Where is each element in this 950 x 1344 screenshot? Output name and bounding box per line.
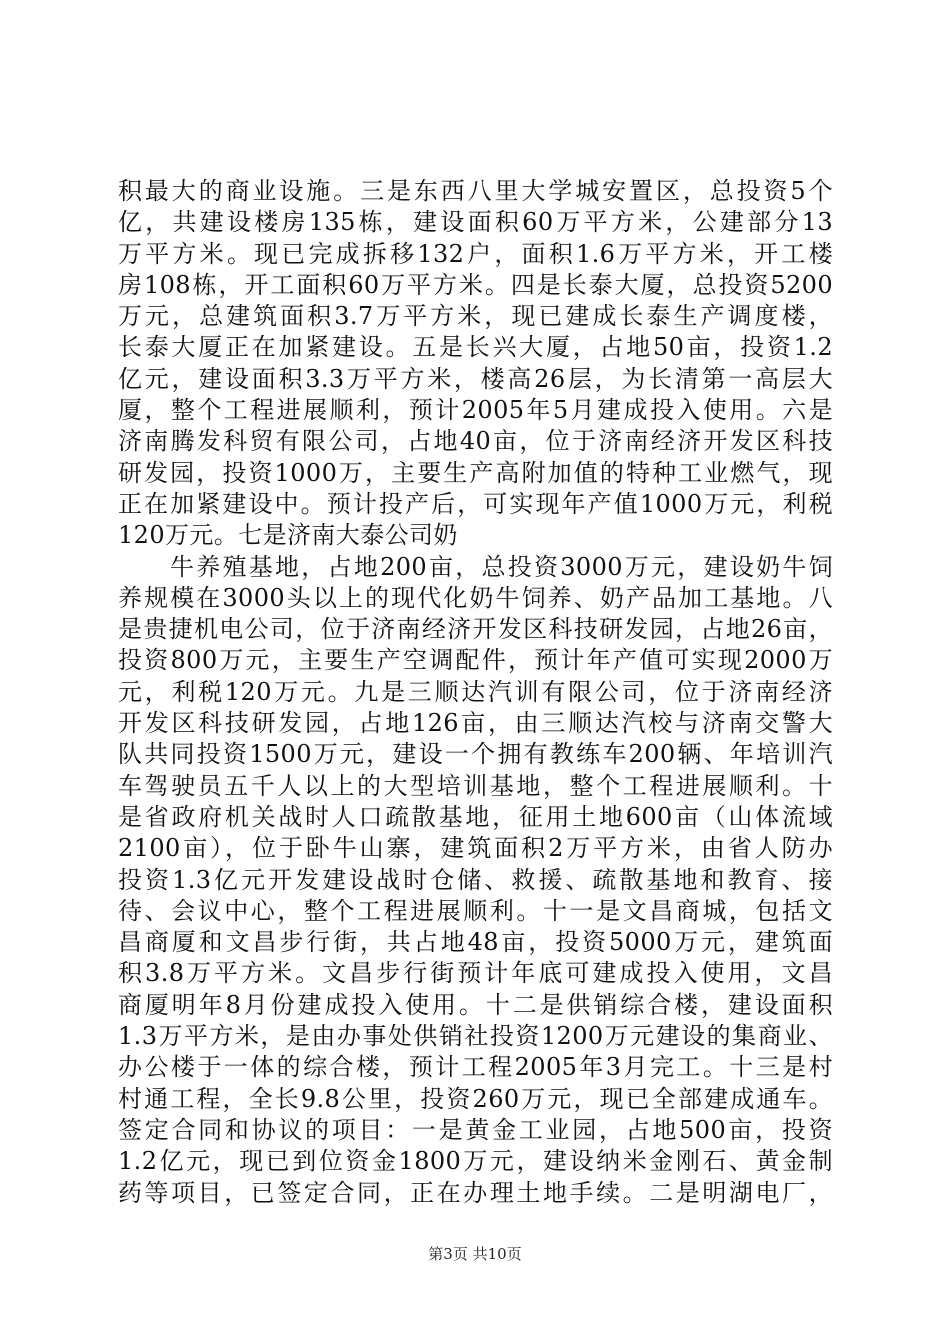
text-line: 亿元，建设面积3.3万平方米，楼高26层，为长清第一高层大 <box>118 364 833 393</box>
text-line: 办公楼于一体的综合楼，预计工程2005年3月完工。十三是村 <box>118 1053 833 1082</box>
text-line: 昌商厦和文昌步行街，共占地48亩，投资5000万元，建筑面 <box>118 928 833 957</box>
text-line: 投资1.3亿元开发建设战时仓储、救援、疏散基地和教育、接 <box>118 865 833 894</box>
text-line: 正在加紧建设中。预计投产后，可实现年产值1000万元，利税 <box>118 489 833 518</box>
text-line: 积最大的商业设施。三是东西八里大学城安置区，总投资5个 <box>118 177 833 205</box>
text-line: 亿，共建设楼房135栋，建设面积60万平方米，公建部分13 <box>118 208 833 237</box>
text-line: 厦，整个工程进展顺利，预计2005年5月建成投入使用。六是 <box>118 396 833 425</box>
text-line: 积3.8万平方米。文昌步行街预计年底可建成投入使用，文昌 <box>118 959 833 988</box>
text-line: 养规模在3000头以上的现代化奶牛饲养、奶产品加工基地。八 <box>118 583 833 612</box>
text-line: 队共同投资1500万元，建设一个拥有教练车200辆、年培训汽 <box>118 740 833 769</box>
text-line: 签定合同和协议的项目：一是黄金工业园，占地500亩，投资 <box>118 1115 833 1144</box>
paragraph-start-line: 牛养殖基地，占地200亩，总投资3000万元，建设奶牛饲 <box>170 552 833 581</box>
text-line: 商厦明年8月份建成投入使用。十二是供销综合楼，建设面积 <box>118 990 833 1019</box>
text-line: 1.3万平方米，是由办事处供销社投资1200万元建设的集商业、 <box>118 1022 833 1051</box>
text-line: 投资800万元，主要生产空调配件，预计年产值可实现2000万 <box>118 646 833 675</box>
text-line: 万平方米。现已完成拆移132户，面积1.6万平方米，开工楼 <box>118 239 833 268</box>
text-line: 研发园，投资1000万，主要生产高附加值的特种工业燃气，现 <box>118 458 833 487</box>
text-line: 济南腾发科贸有限公司，占地40亩，位于济南经济开发区科技 <box>118 427 833 456</box>
text-line: 是省政府机关战时人口疏散基地，征用土地600亩（山体流域 <box>118 802 833 831</box>
text-line: 开发区科技研发园，占地126亩，由三顺达汽校与济南交警大 <box>118 709 833 738</box>
text-line: 120万元。七是济南大泰公司奶 <box>118 521 458 550</box>
text-line: 药等项目，已签定合同，正在办理土地手续。二是明湖电厂， <box>118 1178 833 1207</box>
text-line: 元，利税120万元。九是三顺达汽训有限公司，位于济南经济 <box>118 677 833 706</box>
text-line: 长泰大厦正在加紧建设。五是长兴大厦，占地50亩，投资1.2 <box>118 333 833 362</box>
text-line: 万元，总建筑面积3.7万平方米，现已建成长泰生产调度楼， <box>118 302 833 331</box>
text-line: 村通工程，全长9.8公里，投资260万元，现已全部建成通车。 <box>118 1084 833 1113</box>
text-line: 待、会议中心，整个工程进展顺利。十一是文昌商城，包括文 <box>118 896 833 925</box>
text-line: 车驾驶员五千人以上的大型培训基地，整个工程进展顺利。十 <box>118 771 833 800</box>
text-line: 1.2亿元，现已到位资金1800万元，建设纳米金刚石、黄金制 <box>118 1147 833 1176</box>
text-line: 是贵捷机电公司，位于济南经济开发区科技研发园，占地26亩， <box>118 615 833 644</box>
text-line: 房108栋，开工面积60万平方米。四是长泰大厦，总投资5200 <box>118 270 833 299</box>
body-text <box>118 176 833 1209</box>
text-line: 2100亩），位于卧牛山寨，建筑面积2万平方米，由省人防办 <box>118 834 833 863</box>
page-number-footer: 第3页 共10页 <box>428 1245 522 1263</box>
